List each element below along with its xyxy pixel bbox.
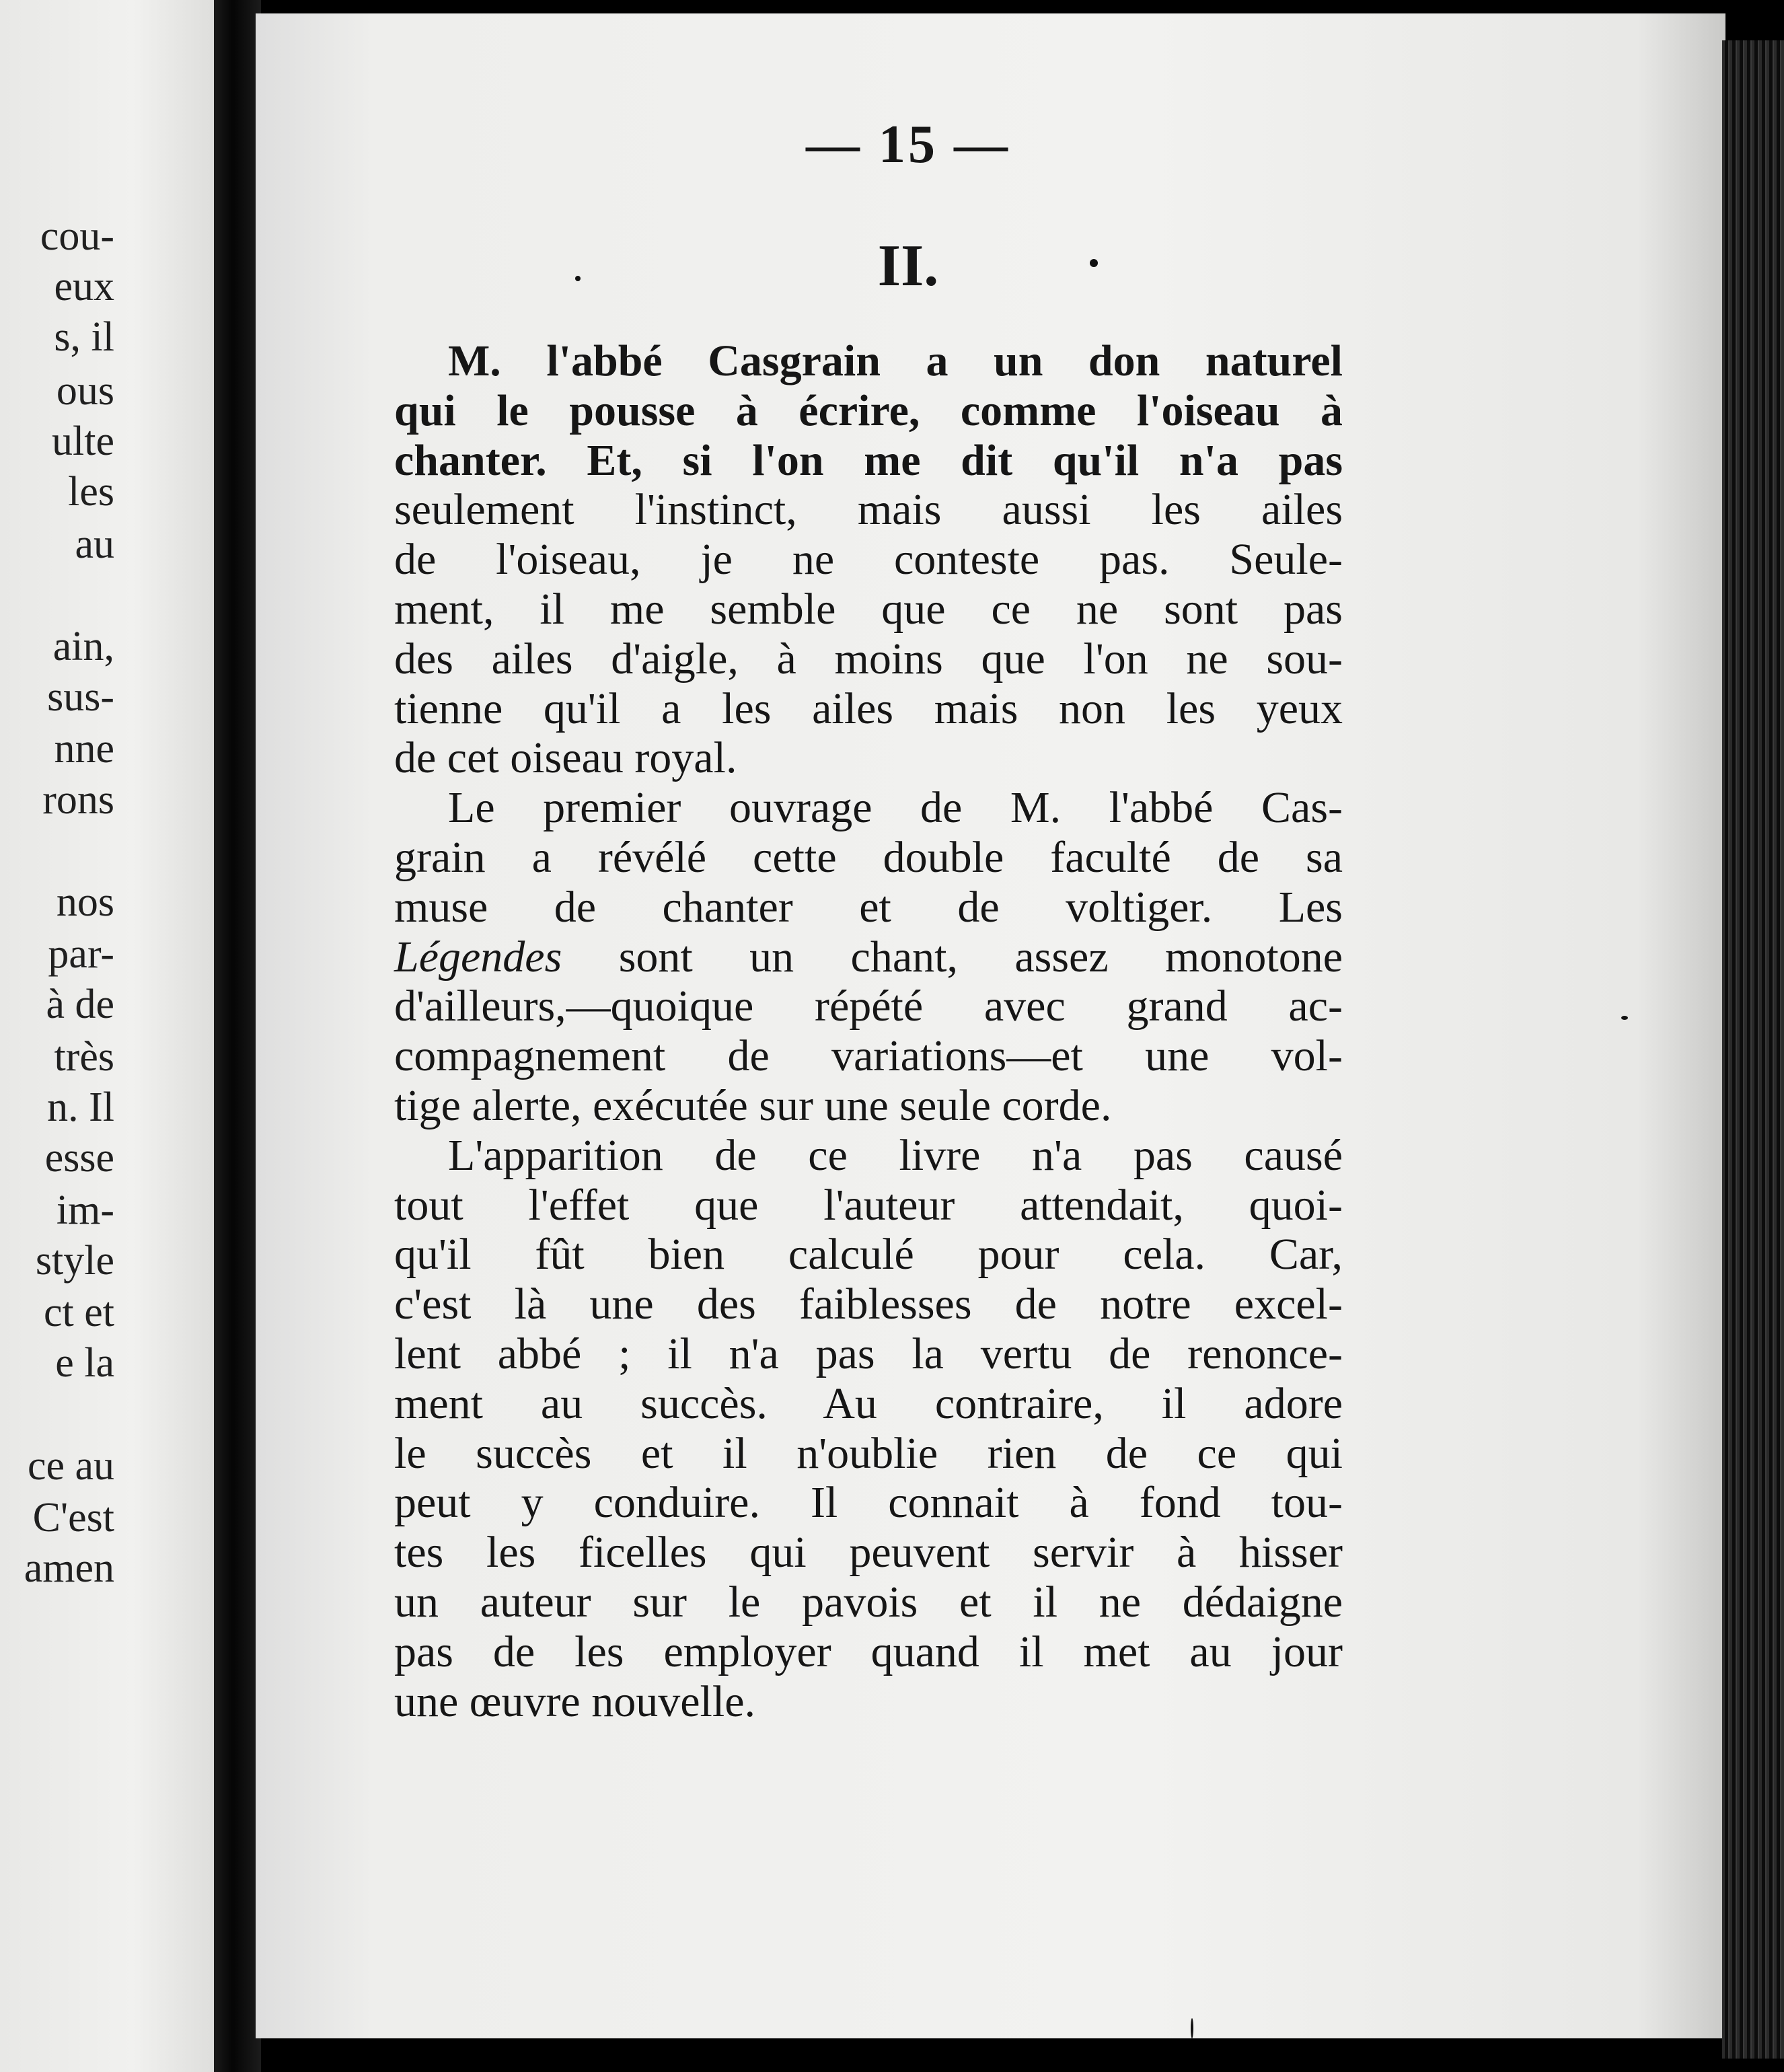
left-page-text-fragment: nos	[56, 879, 114, 925]
left-page-text-fragment: e la	[55, 1340, 114, 1386]
text-line-legendes: Légendes sont un chant, assez monotone	[394, 932, 1343, 982]
text-line: tienne qu'il a les ailes mais non les yeux	[394, 683, 1343, 733]
text-line: ment, il me semble que ce ne sont pas	[394, 584, 1343, 634]
left-page-text-fragment: à de	[46, 982, 114, 1027]
text-line: seulement l'instinct, mais aussi les ailes	[394, 485, 1343, 535]
text-line: L'apparition de ce livre n'a pas causé	[448, 1130, 1343, 1180]
left-page-text-fragment: rons	[42, 777, 114, 823]
ink-speck	[1191, 2018, 1193, 2038]
text-line: des ailes d'aigle, à moins que l'on ne sou-	[394, 634, 1343, 683]
left-page-text-fragment: au	[75, 521, 114, 567]
left-page-text-fragment: ce au	[27, 1443, 114, 1489]
left-page-text-fragment: ulte	[52, 418, 114, 464]
left-page-text-fragment: les	[68, 469, 114, 515]
left-page-text-fragment: im-	[56, 1187, 114, 1233]
left-page-text-fragment: cou-	[40, 213, 114, 259]
left-page-text-fragment: très	[54, 1034, 114, 1080]
text-line: lent abbé ; il n'a pas la vertu de renonce-	[394, 1329, 1343, 1378]
right-page	[256, 13, 1725, 2038]
text-line: chanter. Et, si l'on me dit qu'il n'a pas	[394, 435, 1343, 485]
body-text	[394, 336, 1343, 1726]
text-line: tout l'effet que l'auteur attendait, quoi-	[394, 1180, 1343, 1230]
text-line: qu'il fût bien calculé pour cela. Car,	[394, 1230, 1343, 1280]
text-line: compagnement de variations—et une vol-	[394, 1031, 1343, 1081]
text-line: un auteur sur le pavois et il ne dédaigne	[394, 1577, 1343, 1627]
text-line: de cet oiseau royal.	[394, 733, 737, 783]
text-line: une œuvre nouvelle.	[394, 1676, 755, 1726]
text-line: pas de les employer quand il met au jour	[394, 1627, 1343, 1676]
page-stack-edge	[1722, 40, 1784, 2059]
left-page-text-fragment: esse	[44, 1135, 114, 1181]
text-line: tes les ficelles qui peuvent servir à hisser	[394, 1528, 1343, 1578]
text-line: d'ailleurs,—quoique répété avec grand ac-	[394, 982, 1343, 1031]
italic-title: Légendes	[394, 932, 562, 982]
left-page-text-fragment: s, il	[54, 314, 114, 360]
ink-speck	[575, 276, 581, 281]
text-line: M. l'abbé Casgrain a un don naturel	[448, 336, 1343, 385]
ink-speck	[1621, 1016, 1628, 1020]
left-page-text-fragment: ct et	[44, 1290, 114, 1335]
left-page-text-fragment: style	[35, 1238, 114, 1284]
text-line: Le premier ouvrage de M. l'abbé Cas-	[448, 783, 1343, 833]
chapter-heading: II.	[877, 233, 939, 299]
text-line: grain a révélé cette double faculté de sa	[394, 832, 1343, 882]
left-page-text-fragment: ous	[56, 368, 114, 414]
text-line: peut y conduire. Il connait à fond tou-	[394, 1478, 1343, 1528]
left-page-text-fragment: ain,	[52, 624, 114, 669]
book-gutter	[214, 0, 261, 2072]
text-line: tige alerte, exécutée sur une seule corde.	[394, 1080, 1112, 1130]
text-line: le succès et il n'oublie rien de ce qui	[394, 1428, 1343, 1478]
text-line: c'est là une des faiblesses de notre excel-	[394, 1280, 1343, 1329]
text-line: muse de chanter et de voltiger. Les	[394, 882, 1343, 932]
left-page-text-fragment: C'est	[32, 1495, 114, 1541]
left-page-text-fragment: sus-	[47, 674, 114, 720]
ink-speck	[1090, 259, 1098, 267]
left-page-fragment	[0, 0, 222, 2072]
left-page-text-fragment: nne	[54, 726, 114, 772]
left-page-text-fragment: par-	[48, 931, 114, 977]
left-page-text-fragment: n. Il	[47, 1084, 114, 1130]
page-number: — 15 —	[806, 115, 1010, 174]
text-line: de l'oiseau, je ne conteste pas. Seule-	[394, 535, 1343, 585]
text-line: ment au succès. Au contraire, il adore	[394, 1378, 1343, 1428]
left-page-text-fragment: amen	[24, 1545, 114, 1591]
left-page-text-fragment: eux	[54, 264, 114, 309]
text-line: qui le pousse à écrire, comme l'oiseau à	[394, 385, 1343, 435]
